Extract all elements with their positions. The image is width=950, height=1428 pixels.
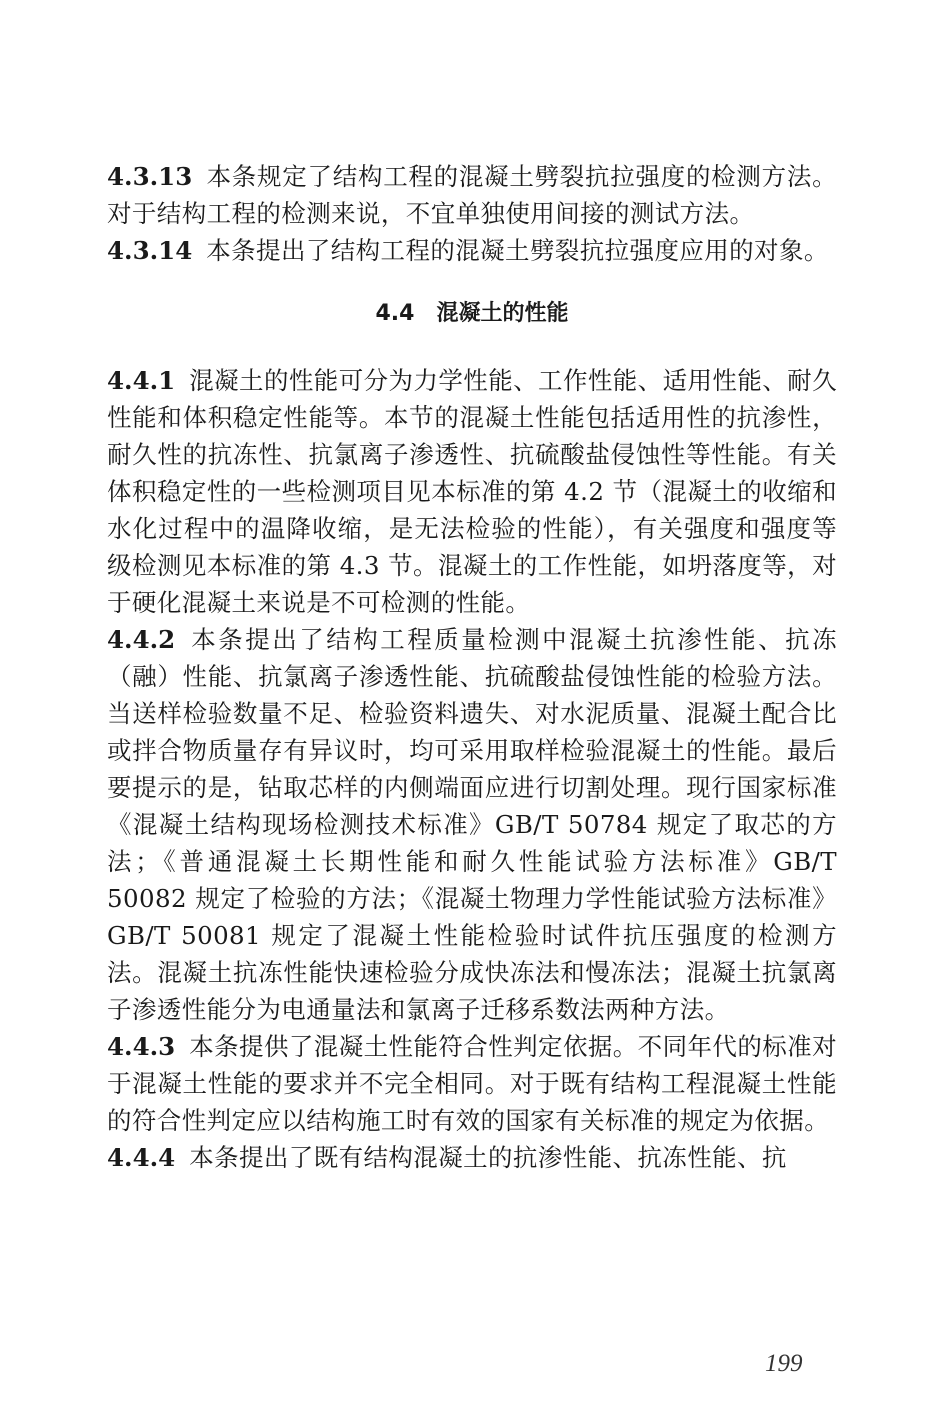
clause-number: 4.4.4 [107, 1143, 176, 1172]
clause-text: 本条提供了混凝土性能符合性判定依据。不同年代的标准对于混凝土性能的要求并不完全相同。对于既有结构工程混凝土性能的符合性判定应以结构施工时有效的国家有关标准的规定为依据。 [107, 1032, 837, 1135]
clause-number: 4.4.2 [107, 625, 176, 654]
clause-text: 本条提出了结构工程的混凝土劈裂抗拉强度应用的对象。 [206, 236, 829, 265]
clause-text: 本条提出了结构工程质量检测中混凝土抗渗性能、抗冻（融）性能、抗氯离子渗透性能、抗硫酸盐侵蚀性能的检验方法。当送样检验数量不足、检验资料遗失、对水泥质量、混凝土配合比或拌合物质量存有异议时，均可采用取样检验混凝土的性能。最后要提示的是，钻取芯样的内侧端面应进行切割处理。现行国家标准《混凝土结构现场检测技术标准》GB/T 50784 规定了取芯的方法；《普通混凝土长期性能和耐久性能试验方法标准》GB/T 50082 规定了检验的方法；《混凝土物理力学性能试验方法标准》GB/T 50081 规定了混凝土性能检验时试件抗压强度的检测方法。混凝土抗冻性能快速检验分成快冻法和慢冻法；混凝土抗氯离子渗透性能分为电通量法和氯离子迁移系数法两种方法。 [107, 625, 837, 1024]
clause-4-4-4 [107, 1139, 837, 1176]
clause-text: 本条提出了既有结构混凝土的抗渗性能、抗冻性能、抗 [189, 1143, 787, 1172]
clause-number: 4.4.1 [107, 366, 176, 395]
section-heading [107, 299, 837, 329]
section-number: 4.4 [375, 301, 415, 326]
page-number: 199 [765, 1350, 803, 1377]
section-title: 混凝土的性能 [436, 301, 569, 326]
clause-4-4-2 [107, 621, 837, 1028]
clause-4-4-3 [107, 1028, 837, 1139]
clause-4-3-14 [107, 232, 837, 269]
clause-text: 本条规定了结构工程的混凝土劈裂抗拉强度的检测方法。对于结构工程的检测来说，不宜单独使用间接的测试方法。 [107, 162, 837, 228]
clause-number: 4.3.13 [107, 162, 193, 191]
clause-number: 4.3.14 [107, 236, 193, 265]
clause-number: 4.4.3 [107, 1032, 176, 1061]
document-page [107, 158, 837, 1176]
clause-4-4-1 [107, 362, 837, 621]
clause-4-3-13 [107, 158, 837, 232]
clause-text: 混凝土的性能可分为力学性能、工作性能、适用性能、耐久性能和体积稳定性能等。本节的混凝土性能包括适用性的抗渗性，耐久性的抗冻性、抗氯离子渗透性、抗硫酸盐侵蚀性等性能。有关体积稳定性的一些检测项目见本标准的第 4.2 节（混凝土的收缩和水化过程中的温降收缩，是无法检验的性能），有关强度和强度等级检测见本标准的第 4.3 节。混凝土的工作性能，如坍落度等，对于硬化混凝土来说是不可检测的性能。 [107, 366, 837, 617]
